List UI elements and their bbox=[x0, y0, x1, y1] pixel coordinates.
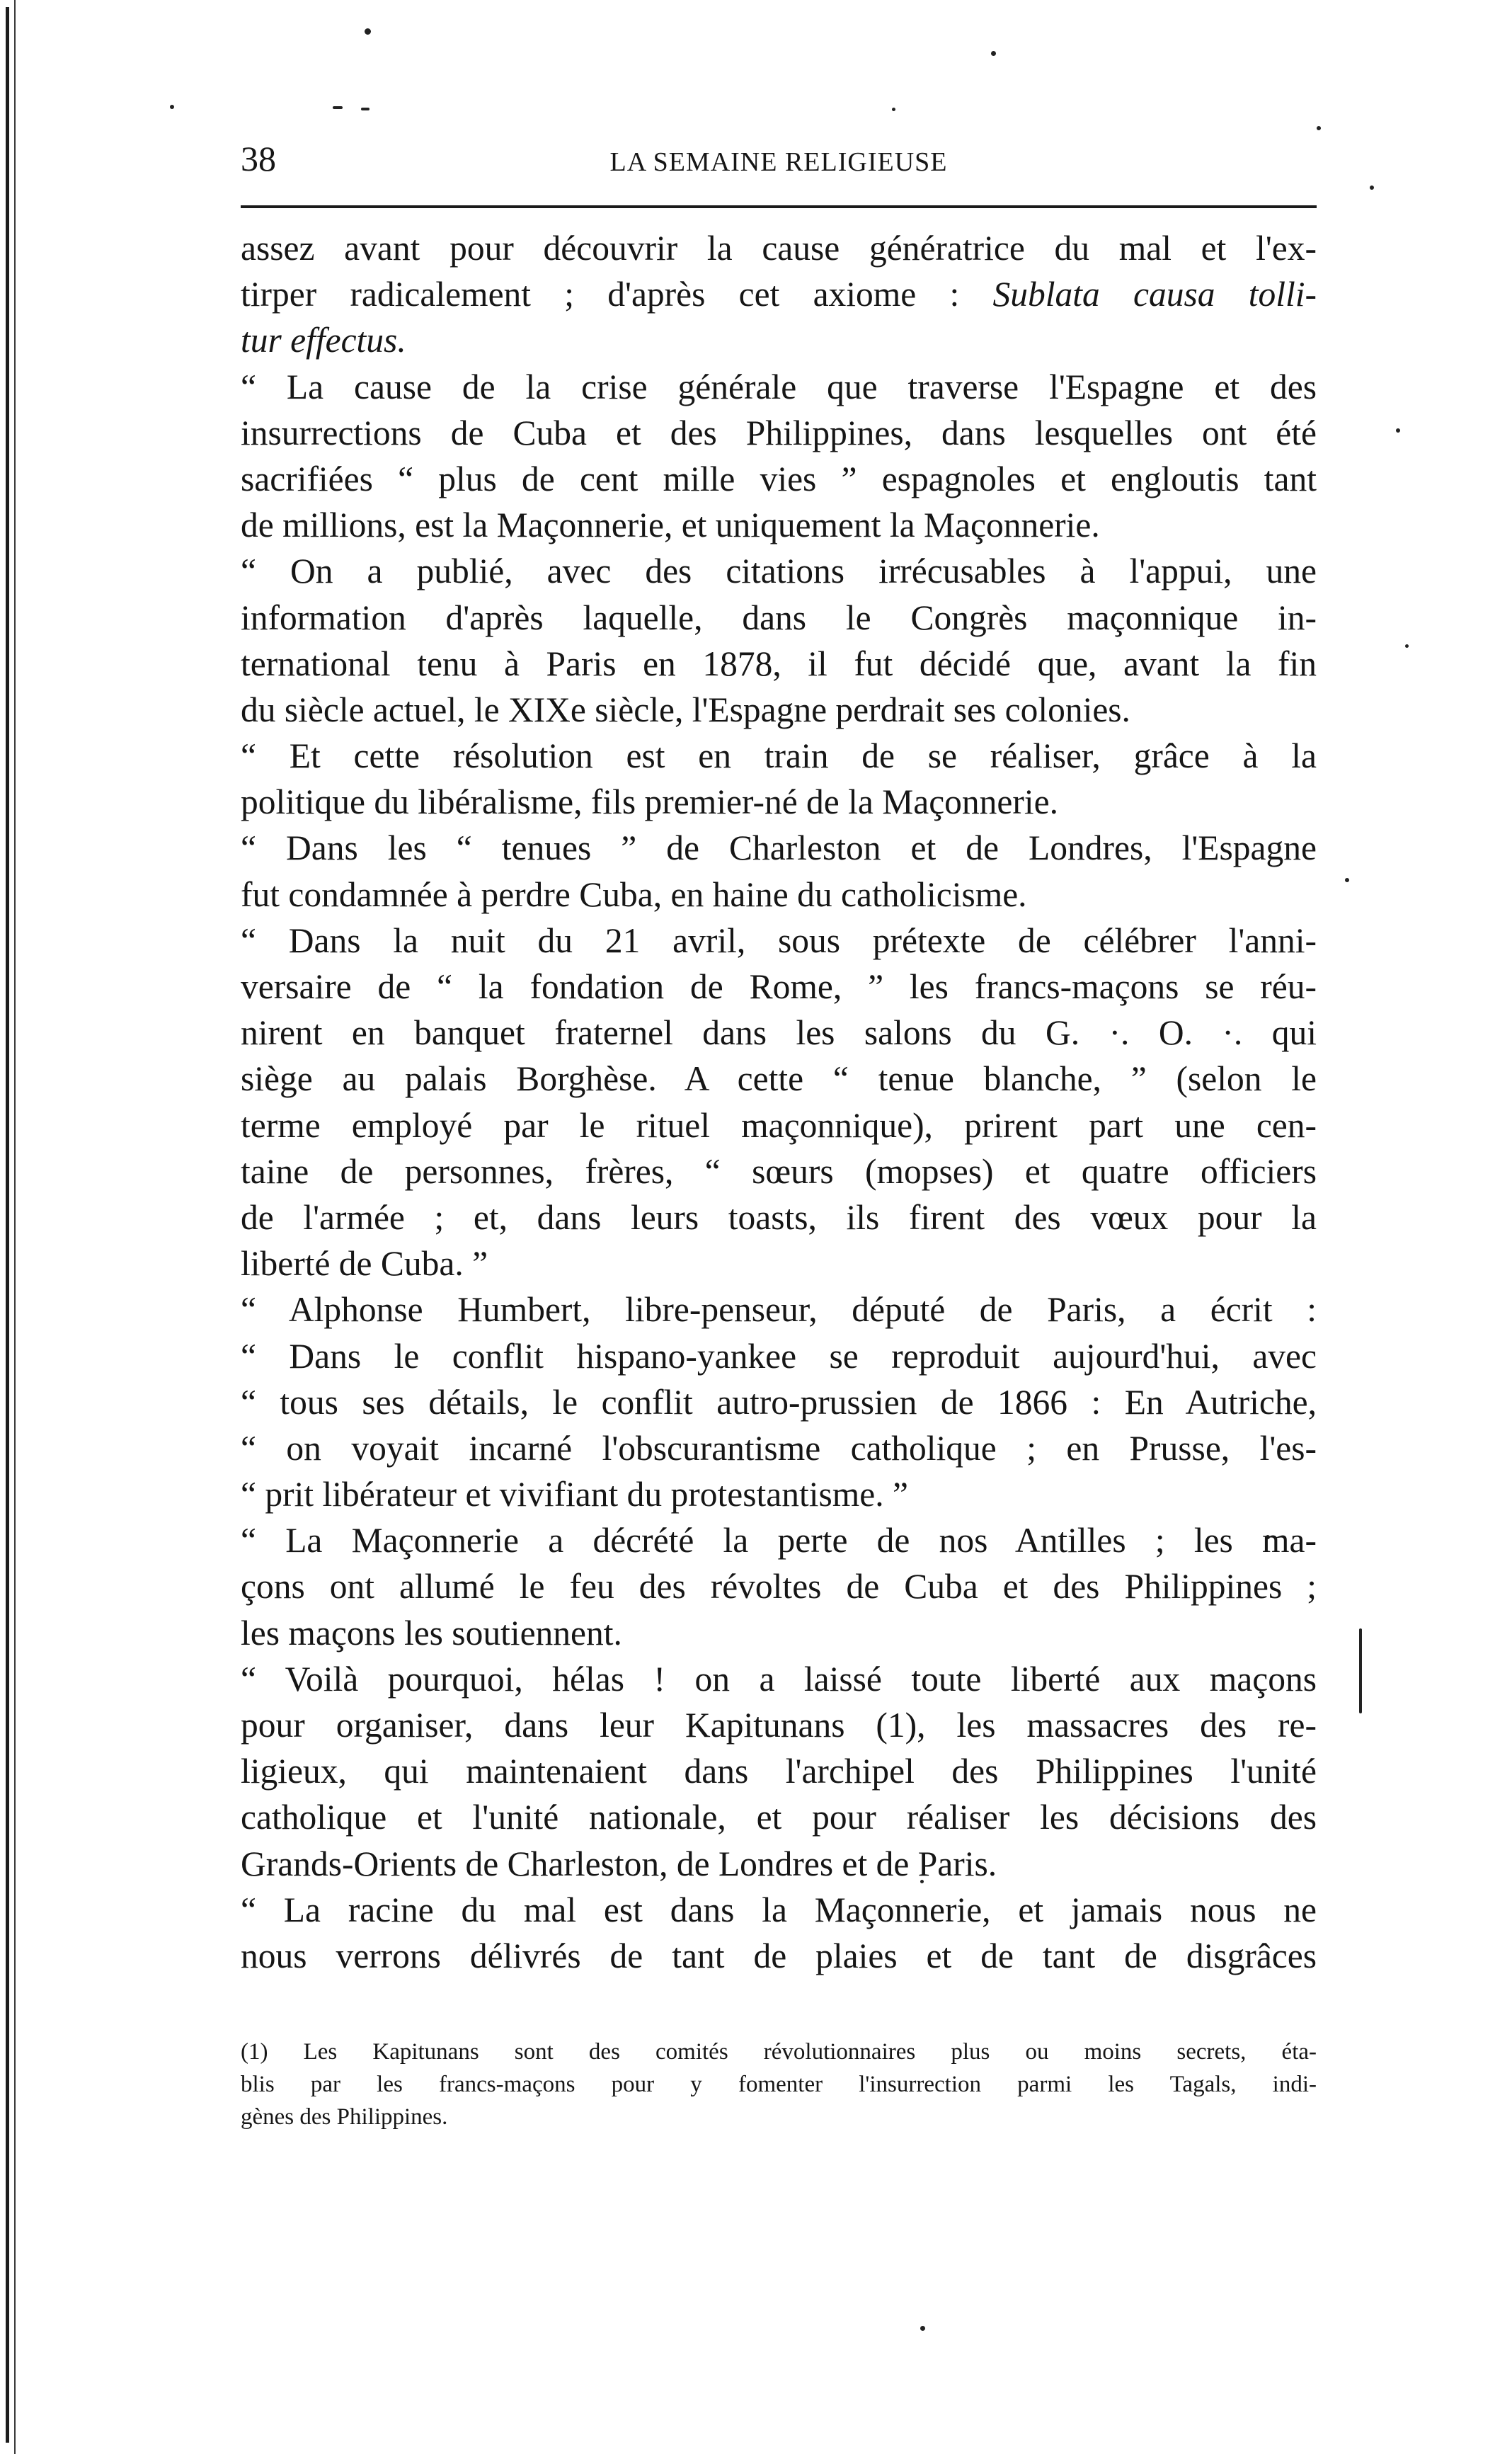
text-line: çons ont allumé le feu des révoltes de Cuba et des Philippines ; bbox=[241, 1567, 1317, 1606]
text-line: sacrifiées “ plus de cent mille vies ” espagnoles et engloutis tant bbox=[241, 459, 1317, 498]
text-line: information d'après laquelle, dans le Congrès maçonnique in- bbox=[241, 598, 1317, 637]
text-line: “ prit libérateur et vivifiant du protestantisme. ” bbox=[241, 1475, 908, 1514]
text-line: pour organiser, dans leur Kapitunans (1), les massacres des re- bbox=[241, 1706, 1317, 1745]
text-line: “ Voilà pourquoi, hélas ! on a laissé toute liberté aux maçons bbox=[241, 1659, 1317, 1699]
text-line: “ Et cette résolution est en train de se réaliser, grâce à la bbox=[241, 736, 1317, 776]
text-line: versaire de “ la fondation de Rome, ” les francs-maçons se réu- bbox=[241, 967, 1317, 1006]
text-line: Grands-Orients de Charleston, de Londres et de Paris. bbox=[241, 1844, 997, 1883]
footnote bbox=[241, 2036, 1317, 2133]
scan-speck bbox=[361, 108, 370, 110]
text-line: insurrections de Cuba et des Philippines, dans lesquelles ont été bbox=[241, 413, 1317, 452]
text-line: catholique et l'unité nationale, et pour réaliser les décisions des bbox=[241, 1798, 1317, 1837]
text-line: “ Dans le conflit hispano-yankee se reproduit aujourd'hui, avec bbox=[241, 1336, 1317, 1376]
text-line: “ On a publié, avec des citations irrécusables à l'appui, une bbox=[241, 552, 1317, 591]
text-line: nirent en banquet fraternel dans les salons du G. ·. O. ·. qui bbox=[241, 1013, 1317, 1053]
scan-speck bbox=[1405, 644, 1409, 648]
scan-speck bbox=[892, 108, 895, 111]
text-line: ternational tenu à Paris en 1878, il fut décidé que, avant la fin bbox=[241, 644, 1317, 683]
latin-phrase: Sublata causa tolli- bbox=[992, 275, 1317, 314]
scan-speck bbox=[365, 28, 371, 35]
text-line: “ Alphonse Humbert, libre-penseur, député de Paris, a écrit : bbox=[241, 1290, 1317, 1330]
text-line: politique du libéralisme, fils premier-né de la Maçonnerie. bbox=[241, 782, 1058, 822]
footnote-line: blis par les francs-maçons pour y fomenter l'insurrection parmi les Tagals, indi- bbox=[241, 2072, 1317, 2097]
scan-speck bbox=[333, 106, 343, 109]
left-edge-scan-border bbox=[6, 7, 9, 2443]
text-line: assez avant pour découvrir la cause génératrice du mal et l'ex- bbox=[241, 229, 1317, 268]
scan-speck bbox=[1317, 126, 1321, 130]
text-line: de millions, est la Maçonnerie, et uniquement la Maçonnerie. bbox=[241, 506, 1100, 545]
text-line: ligieux, qui maintenaient dans l'archipel des Philippines l'unité bbox=[241, 1752, 1317, 1791]
text-line: tur effectus. bbox=[241, 321, 406, 360]
text-line: liberté de Cuba. ” bbox=[241, 1244, 488, 1284]
text-line: fut condamnée à perdre Cuba, en haine du catholicisme. bbox=[241, 874, 1027, 914]
text-line: les maçons les soutiennent. bbox=[241, 1613, 622, 1653]
text-line bbox=[241, 271, 1317, 317]
scan-speck bbox=[1345, 878, 1349, 882]
text-line: du siècle actuel, le XIXe siècle, l'Espagne perdrait ses colonies. bbox=[241, 690, 1130, 729]
footnote-line: gènes des Philippines. bbox=[241, 2104, 448, 2130]
text-line: “ Dans les “ tenues ” de Charleston et de Londres, l'Espagne bbox=[241, 828, 1317, 868]
text-line: “ tous ses détails, le conflit autro-prussien de 1866 : En Autriche, bbox=[241, 1382, 1317, 1422]
text-line: “ La racine du mal est dans la Maçonnerie, et jamais nous ne bbox=[241, 1890, 1317, 1929]
text-line: taine de personnes, frères, “ sœurs (mopses) et quatre officiers bbox=[241, 1151, 1317, 1191]
text-line: “ on voyait incarné l'obscurantisme catholique ; en Prusse, l'es- bbox=[241, 1428, 1317, 1468]
text-line: “ La cause de la crise générale que traverse l'Espagne et des bbox=[241, 367, 1317, 406]
text-line: “ Dans la nuit du 21 avril, sous prétexte de célébrer l'anni- bbox=[241, 920, 1317, 960]
page-header bbox=[241, 138, 1317, 188]
text-line: “ La Maçonnerie a décrété la perte de nos Antilles ; les ma- bbox=[241, 1521, 1317, 1560]
running-head: LA SEMAINE RELIGIEUSE bbox=[609, 147, 948, 177]
text-line: nous verrons délivrés de tant de plaies et de tant de disgrâces bbox=[241, 1936, 1317, 1975]
text-line: terme employé par le rituel maçonnique), prirent part une cen- bbox=[241, 1105, 1317, 1145]
left-edge-scan-line bbox=[14, 0, 16, 2454]
scan-speck bbox=[991, 51, 996, 56]
body-text bbox=[241, 225, 1317, 1979]
scan-speck bbox=[1396, 428, 1400, 433]
scan-speck bbox=[1359, 1628, 1362, 1713]
header-rule bbox=[241, 205, 1317, 208]
scan-speck bbox=[1370, 186, 1374, 190]
scan-speck bbox=[920, 2326, 925, 2331]
text-line-part: tirper radicalement ; d'après cet axiome : bbox=[241, 275, 960, 314]
footnote-line: (1) Les Kapitunans sont des comités révolutionnaires plus ou moins secrets, éta- bbox=[241, 2039, 1317, 2065]
page-number: 38 bbox=[241, 139, 276, 178]
text-line: de l'armée ; et, dans leurs toasts, ils firent des vœux pour la bbox=[241, 1197, 1317, 1237]
scan-speck bbox=[170, 105, 174, 109]
text-line: siège au palais Borghèse. A cette “ tenue blanche, ” (selon le bbox=[241, 1059, 1317, 1099]
